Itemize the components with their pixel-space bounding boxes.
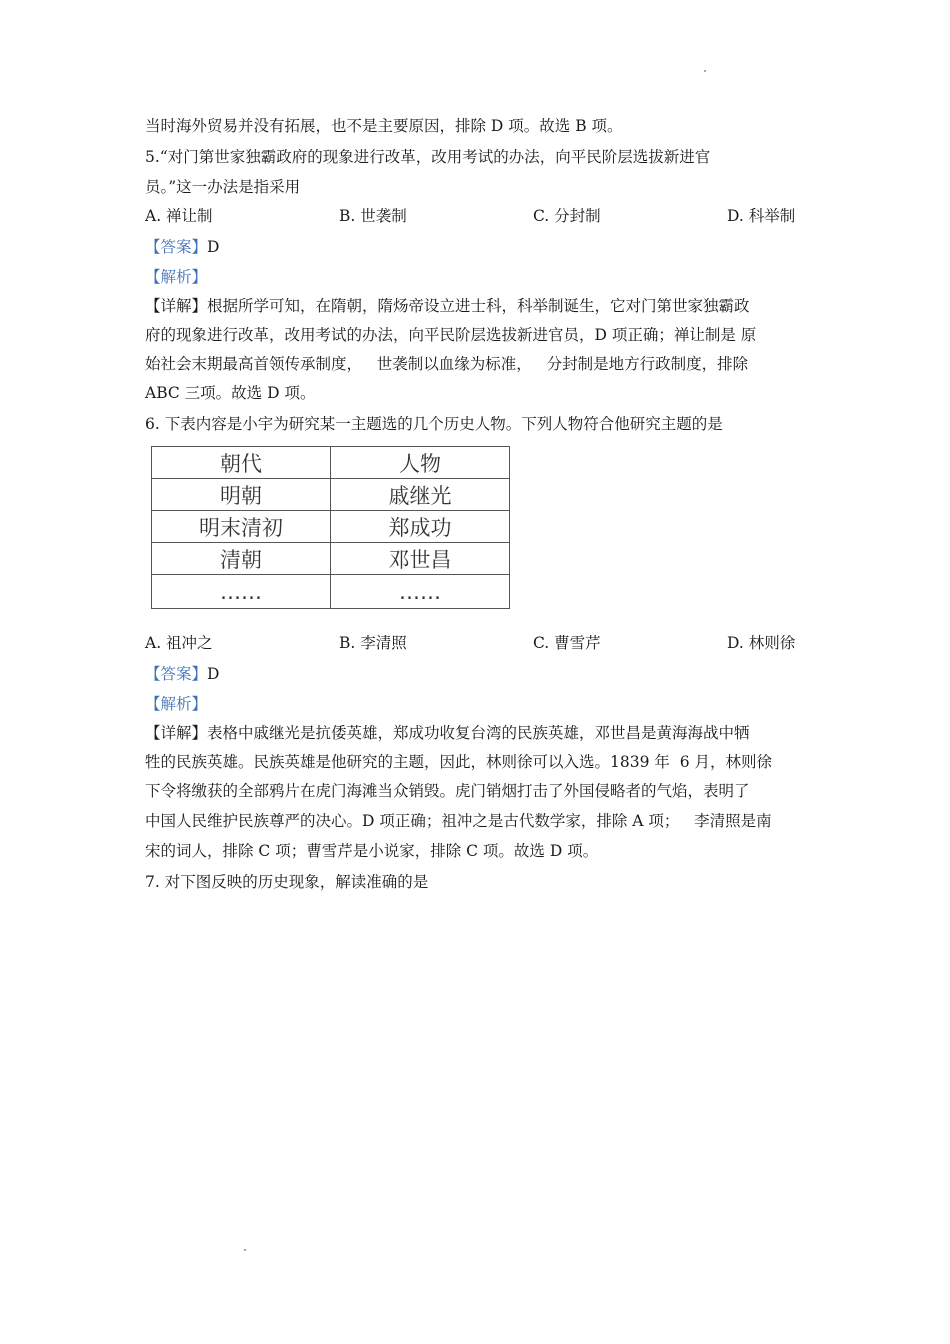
q5-option-a: A. 禅让制 <box>145 207 213 225</box>
table-cell: …… <box>331 575 510 609</box>
q6-analysis <box>145 693 207 715</box>
answer-label: 【答案】 <box>145 238 208 256</box>
table-header-cell: 朝代 <box>152 447 331 479</box>
q7-stem-line1: 7. 对下图反映的历史现象，解读准确的是 <box>145 873 429 891</box>
detail-text: 根据所学可知，在隋朝，隋炀帝设立进士科，科举制诞生，它对门第世家独霸政 <box>207 297 750 315</box>
q5-stem-line2: 员。”这一办法是指采用 <box>145 178 301 196</box>
table-row <box>152 543 510 575</box>
answer-value: D <box>207 238 220 256</box>
q6-answer <box>145 663 219 685</box>
analysis-label: 【解析】 <box>145 268 208 286</box>
q5-detail-line1 <box>145 295 750 317</box>
q5-option-d: D. 科举制 <box>727 207 796 225</box>
q6-option-d: D. 林则徐 <box>727 634 796 652</box>
q6-option-a: A. 祖冲之 <box>145 634 213 652</box>
table-row <box>152 575 510 609</box>
q6-detail-line1 <box>145 722 750 744</box>
table-row <box>152 479 510 511</box>
q6-detail-line2: 牲的民族英雄。民族英雄是他研究的主题，因此，林则徐可以入选。1839 年 6 月，林则徐 <box>145 753 773 771</box>
q5-analysis <box>145 266 207 288</box>
q6-detail-line3: 下令将缴获的全部鸦片在虎门海滩当众销毁。虎门销烟打击了外国侵略者的气焰，表明了 <box>145 782 750 800</box>
q5-detail-line2: 府的现象进行改革，改用考试的办法，向平民阶层选拔新进官员，D 项正确；禅让制是 原 <box>145 326 757 344</box>
q6-option-b: B. 李清照 <box>339 634 407 652</box>
answer-label: 【答案】 <box>145 665 208 683</box>
analysis-label: 【解析】 <box>145 695 208 713</box>
q5-detail-line3: 始社会末期最高首领传承制度， 世袭制以血缘为标准， 分封制是地方行政制度，排除 <box>145 355 749 373</box>
table-cell: 郑成功 <box>331 511 510 543</box>
table-cell: …… <box>152 575 331 609</box>
scan-dot-bottom <box>244 1249 246 1251</box>
q6-stem-line1: 6. 下表内容是小宇为研究某一主题选的几个历史人物。下列人物符合他研究主题的是 <box>145 415 723 433</box>
q5-answer <box>145 236 219 258</box>
q6-option-c: C. 曹雪芹 <box>533 634 601 652</box>
paragraph-carryover: 当时海外贸易并没有拓展，也不是主要原因，排除 D 项。故选 B 项。 <box>145 117 623 135</box>
answer-value: D <box>207 665 220 683</box>
table-cell: 明末清初 <box>152 511 331 543</box>
q6-detail-line4: 中国人民维护民族尊严的决心。D 项正确；祖冲之是古代数学家，排除 A 项； 李清照是南 <box>145 812 772 830</box>
detail-label: 【详解】 <box>145 297 208 315</box>
detail-label: 【详解】 <box>145 724 208 742</box>
q5-stem-line1: 5.“对门第世家独霸政府的现象进行改革，改用考试的办法，向平民阶层选拔新进官 <box>145 148 711 166</box>
detail-text: 表格中戚继光是抗倭英雄，郑成功收复台湾的民族英雄，邓世昌是黄海海战中牺 <box>207 724 750 742</box>
table-header-row <box>152 447 510 479</box>
q6-detail-line5: 宋的词人，排除 C 项；曹雪芹是小说家，排除 C 项。故选 D 项。 <box>145 842 599 860</box>
q6-figure-table <box>151 446 510 609</box>
q5-detail-line4: ABC 三项。故选 D 项。 <box>145 384 316 402</box>
table-cell: 邓世昌 <box>331 543 510 575</box>
table-cell: 明朝 <box>152 479 331 511</box>
table-cell: 清朝 <box>152 543 331 575</box>
table-row <box>152 511 510 543</box>
q5-option-b: B. 世袭制 <box>339 207 407 225</box>
q5-option-c: C. 分封制 <box>533 207 601 225</box>
table-cell: 戚继光 <box>331 479 510 511</box>
table-header-cell: 人物 <box>331 447 510 479</box>
scan-dot-top <box>704 70 706 72</box>
